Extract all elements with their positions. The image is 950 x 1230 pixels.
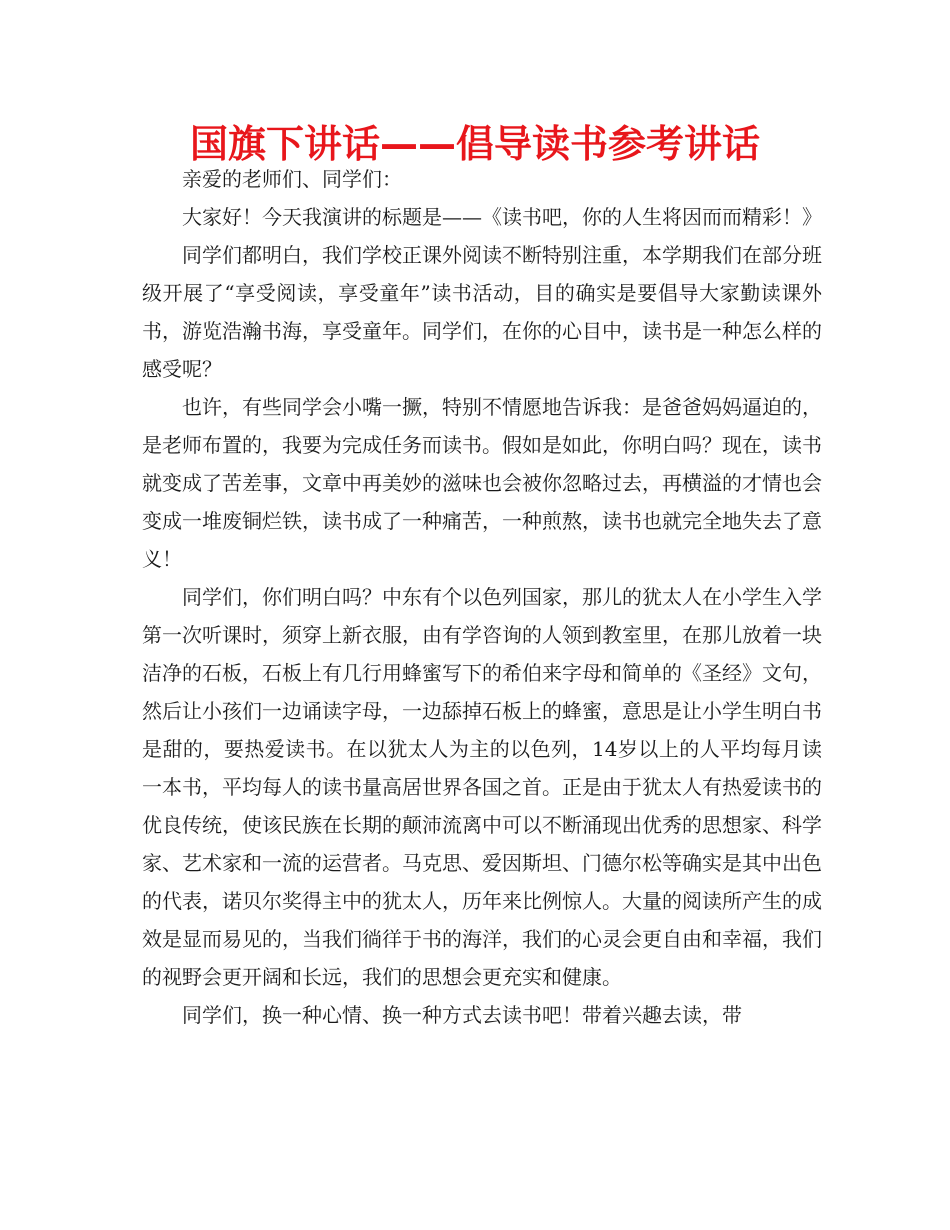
paragraph: 也许，有些同学会小嘴一撅，特别不情愿地告诉我：是爸爸妈妈逼迫的，是老师布置的，我要为完成任务而读书。假如是如此，你明白吗？现在，读书就变成了苦差事，文章中再美妙的滋味也会被你忽略过去，再横溢的才情也会变成一堆废铜烂铁，读书成了一种痛苦，一种煎熬，读书也就完全地失去了意义！	[142, 395, 822, 571]
document-title: 国旗下讲话——倡导读书参考讲话	[189, 122, 760, 166]
paragraph: 同学们都明白，我们学校正课外阅读不断特别注重，本学期我们在部分班级开展了“享受阅读，享受童年”读书活动，目的确实是要倡导大家勤读课外书，游览浩瀚书海，享受童年。同学们，在你的心目中，读书是一种怎么样的感受呢？	[142, 243, 822, 381]
paragraph: 同学们，你们明白吗？中东有个以色列国家，那儿的犹太人在小学生入学第一次听课时，须穿上新衣服，由有学咨询的人领到教室里，在那儿放着一块洁净的石板，石板上有几行用蜂蜜写下的希伯来字母和简单的《圣经》文句，然后让小孩们一边诵读字母，一边舔掉石板上的蜂蜜，意思是让小学生明白书是甜的，要热爱读书。在以犹太人为主的以色列，14岁以上的人平均每月读一本书，平均每人的读书量高居世界各国之首。正是由于犹太人有热爱读书的优良传统，使该民族在长期的颠沛流离中可以不断涌现出优秀的思想家、科学家、艺术家和一流的运营者。马克思、爱因斯坦、门德尔松等确实是其中出色的代表，诺贝尔奖得主中的犹太人，历年来比例惊人。大量的阅读所产生的成效是显而易见的，当我们徜徉于书的海洋，我们的心灵会更自由和幸福，我们的视野会更开阔和长远，我们的思想会更充实和健康。	[142, 585, 822, 989]
paragraph-greeting: 亲爱的老师们、同学们：	[182, 167, 402, 191]
paragraph: 同学们，换一种心情、换一种方式去读书吧！带着兴趣去读，带	[182, 1003, 742, 1027]
paragraph: 大家好！今天我演讲的标题是——《读书吧，你的人生将因而而精彩！》	[182, 205, 822, 229]
document-body	[142, 160, 822, 1034]
